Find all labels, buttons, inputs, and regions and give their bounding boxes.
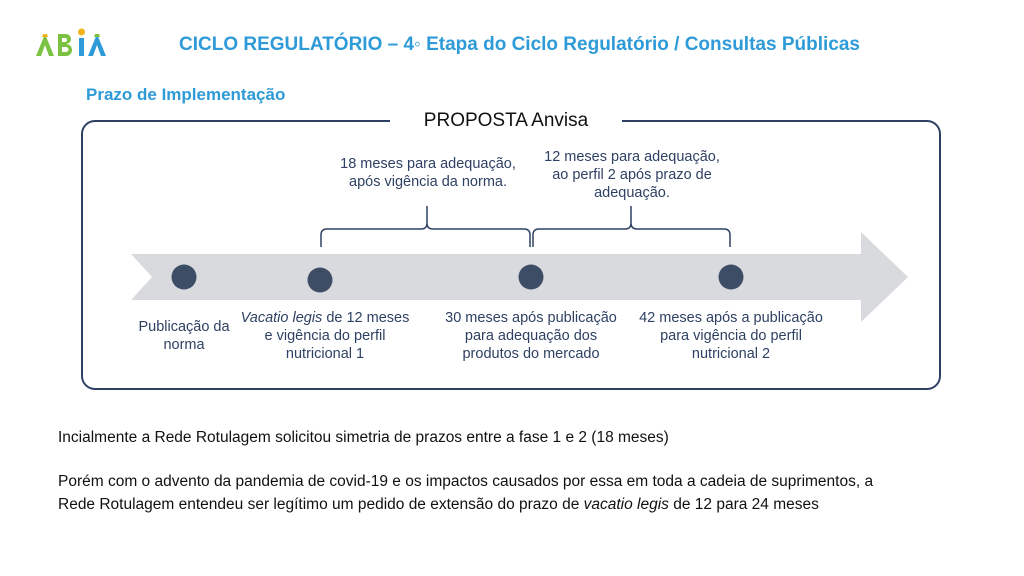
milestone-4-line-1: 42 meses após a publicação: [639, 310, 823, 326]
milestone-label-4: [618, 309, 844, 363]
milestone-label-2: [225, 309, 425, 363]
milestone-3-line-1: 30 meses após publicação: [445, 310, 617, 326]
milestone-dot-3: [519, 265, 544, 290]
milestone-1-line-2: norma: [163, 337, 205, 353]
bracket-1-line-2: após vigência da norma.: [349, 174, 507, 190]
bracket-2-line-1: 12 meses para adequação,: [544, 149, 720, 165]
note-2-line-2-b: de 12 para 24 meses: [668, 496, 819, 513]
milestone-1-line-1: Publicação da: [138, 319, 230, 335]
bracket-2: [533, 206, 730, 247]
milestone-4-line-2: para vigência do perfil: [660, 328, 802, 344]
note-paragraph-2: [58, 470, 873, 516]
note-paragraph-1: Incialmente a Rede Rotulagem solicitou simetria de prazos entre a fase 1 e 2 (18 meses): [58, 429, 669, 446]
milestone-label-3: [421, 309, 641, 363]
milestone-dot-2: [308, 268, 333, 293]
bracket-2-label: [522, 148, 742, 202]
milestone-3-line-3: produtos do mercado: [462, 346, 600, 362]
frame-label: PROPOSTA Anvisa: [390, 108, 622, 134]
note-2-line-2: [58, 493, 873, 516]
bracket-2-line-3: adequação.: [594, 185, 670, 201]
milestone-2-italic: Vacatio legis: [240, 310, 323, 326]
bracket-1-label: [318, 155, 538, 191]
note-2-line-2-a: Rede Rotulagem entendeu ser legítimo um pedido de extensão do prazo de: [58, 496, 584, 513]
note-2-line-2-italic: vacatio legis: [583, 496, 669, 513]
section-subtitle: Prazo de Implementação: [86, 85, 286, 104]
milestone-2-line-1-rest: de 12 meses: [322, 310, 410, 326]
note-2-line-1: Porém com o advento da pandemia de covid-19 e os impactos causados por essa em toda a cadeia de suprimentos, a: [58, 473, 874, 490]
milestone-3-line-2: para adequação dos: [464, 328, 598, 344]
bracket-2-line-2: ao perfil 2 após prazo de: [552, 167, 712, 183]
milestone-dot-1: [172, 265, 197, 290]
bracket-1: [321, 206, 530, 247]
milestone-4-line-3: nutricional 2: [691, 346, 771, 362]
milestone-2-line-3: nutricional 1: [285, 346, 365, 362]
bracket-1-line-1: 18 meses para adequação,: [340, 156, 516, 172]
page-title: CICLO REGULATÓRIO – 4◦ Etapa do Ciclo Regulatório / Consultas Públicas: [179, 34, 860, 55]
milestone-dot-4: [719, 265, 744, 290]
milestone-2-line-1: [225, 309, 425, 327]
milestone-2-line-2: e vigência do perfil: [264, 328, 386, 344]
